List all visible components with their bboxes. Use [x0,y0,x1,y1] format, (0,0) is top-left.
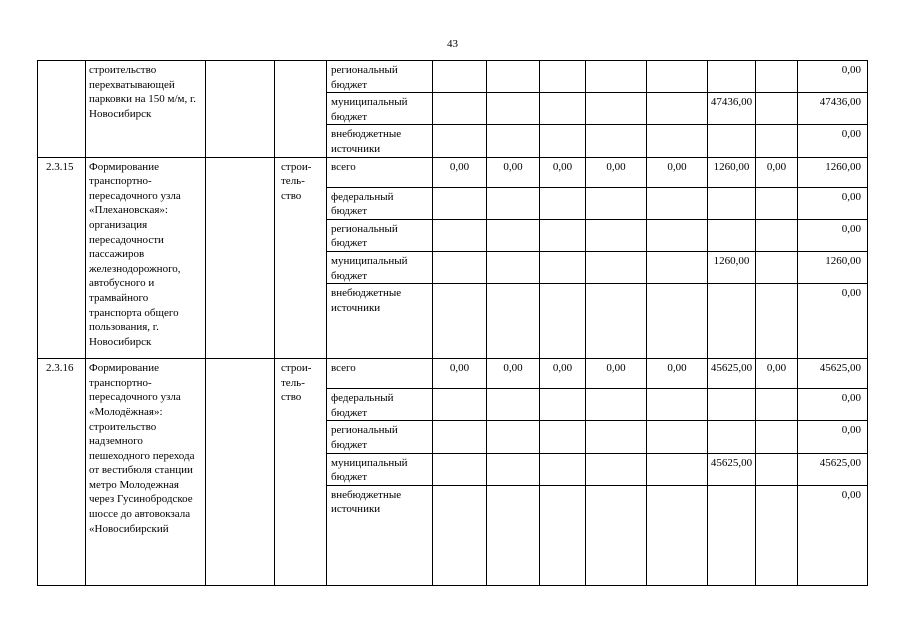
value-cell-v3 [540,251,586,283]
value-cell-v1 [433,93,487,125]
value-cell-v4 [586,485,647,585]
value-cell-v6: 1260,00 [708,157,756,187]
value-cell-v5 [647,284,708,359]
item-name: строительство перехватывающей парковки на 150 м/м, г. Новосибирск [86,61,206,158]
value-cell-v1 [433,389,487,421]
value-cell-v6: 45625,00 [708,359,756,389]
value-cell-v3 [540,421,586,453]
value-cell-v1 [433,453,487,485]
item-code: 2.3.15 [38,157,86,359]
value-cell-v5 [647,453,708,485]
page-number: 43 [447,38,458,50]
value-cell-v6 [708,187,756,219]
total-cell: 0,00 [798,485,868,585]
value-cell-v6: 47436,00 [708,93,756,125]
value-cell-v2 [487,251,540,283]
value-cell-v6 [708,125,756,157]
value-cell-v7 [756,485,798,585]
value-cell-v7 [756,453,798,485]
value-cell-v3 [540,284,586,359]
item-col3 [206,359,275,586]
value-cell-v5: 0,00 [647,359,708,389]
value-cell-v3 [540,219,586,251]
value-cell-v6 [708,421,756,453]
total-cell: 0,00 [798,421,868,453]
value-cell-v6 [708,485,756,585]
funding-source: внебюджетные источники [327,284,433,359]
value-cell-v5 [647,125,708,157]
value-cell-v3: 0,00 [540,157,586,187]
value-cell-v1: 0,00 [433,157,487,187]
value-cell-v3 [540,125,586,157]
value-cell-v4 [586,187,647,219]
value-cell-v4: 0,00 [586,359,647,389]
total-cell: 0,00 [798,187,868,219]
value-cell-v3 [540,187,586,219]
item-col3 [206,157,275,359]
value-cell-v2: 0,00 [487,157,540,187]
value-cell-v4: 0,00 [586,157,647,187]
value-cell-v7 [756,389,798,421]
value-cell-v4 [586,61,647,93]
value-cell-v7 [756,219,798,251]
total-cell: 1260,00 [798,251,868,283]
value-cell-v3: 0,00 [540,359,586,389]
value-cell-v7: 0,00 [756,359,798,389]
value-cell-v7 [756,93,798,125]
value-cell-v2 [487,219,540,251]
value-cell-v1 [433,421,487,453]
value-cell-v4 [586,284,647,359]
funding-source: региональный бюджет [327,61,433,93]
value-cell-v6: 1260,00 [708,251,756,283]
value-cell-v5 [647,421,708,453]
funding-source: муниципальный бюджет [327,251,433,283]
item-code [38,61,86,158]
value-cell-v7 [756,61,798,93]
value-cell-v6 [708,61,756,93]
funding-source: внебюджетные источники [327,485,433,585]
table-body [38,61,868,586]
item-kind [275,61,327,158]
total-cell: 45625,00 [798,359,868,389]
value-cell-v6 [708,389,756,421]
budget-table [37,60,868,586]
value-cell-v3 [540,61,586,93]
total-cell: 45625,00 [798,453,868,485]
item-code: 2.3.16 [38,359,86,586]
value-cell-v4 [586,251,647,283]
value-cell-v6 [708,219,756,251]
funding-source: муниципальный бюджет [327,453,433,485]
value-cell-v5 [647,187,708,219]
value-cell-v3 [540,93,586,125]
value-cell-v2 [487,125,540,157]
value-cell-v1 [433,284,487,359]
value-cell-v1 [433,187,487,219]
value-cell-v2 [487,187,540,219]
value-cell-v2 [487,284,540,359]
funding-source: всего [327,359,433,389]
funding-source: всего [327,157,433,187]
table-row [38,61,868,93]
funding-source: федеральный бюджет [327,187,433,219]
value-cell-v1 [433,485,487,585]
value-cell-v5: 0,00 [647,157,708,187]
total-cell: 0,00 [798,61,868,93]
funding-source: региональный бюджет [327,219,433,251]
value-cell-v7 [756,421,798,453]
value-cell-v7 [756,125,798,157]
value-cell-v5 [647,251,708,283]
funding-source: федеральный бюджет [327,389,433,421]
value-cell-v5 [647,485,708,585]
value-cell-v1: 0,00 [433,359,487,389]
value-cell-v1 [433,251,487,283]
value-cell-v6: 45625,00 [708,453,756,485]
value-cell-v2 [487,453,540,485]
value-cell-v2 [487,421,540,453]
value-cell-v3 [540,485,586,585]
total-cell: 0,00 [798,284,868,359]
total-cell: 0,00 [798,219,868,251]
value-cell-v4 [586,389,647,421]
value-cell-v7: 0,00 [756,157,798,187]
table-row [38,157,868,187]
value-cell-v7 [756,187,798,219]
item-name: Формирование транспортно-пересадочного узла «Молодёжная»: строительство надземного пешеходного перехода от вестибюля станции метро Молодежная через Гусинобродское шоссе до автовокзала «Новосибирский [86,359,206,586]
value-cell-v5 [647,61,708,93]
value-cell-v3 [540,389,586,421]
item-col3 [206,61,275,158]
table-row [38,359,868,389]
value-cell-v7 [756,284,798,359]
total-cell: 0,00 [798,125,868,157]
value-cell-v4 [586,421,647,453]
item-kind: строи-тель-ство [275,359,327,586]
value-cell-v2 [487,61,540,93]
value-cell-v5 [647,219,708,251]
funding-source: региональный бюджет [327,421,433,453]
value-cell-v2 [487,93,540,125]
total-cell: 47436,00 [798,93,868,125]
total-cell: 1260,00 [798,157,868,187]
value-cell-v4 [586,219,647,251]
funding-source: внебюджетные источники [327,125,433,157]
value-cell-v7 [756,251,798,283]
value-cell-v2: 0,00 [487,359,540,389]
total-cell: 0,00 [798,389,868,421]
value-cell-v2 [487,485,540,585]
value-cell-v4 [586,453,647,485]
value-cell-v4 [586,125,647,157]
value-cell-v4 [586,93,647,125]
value-cell-v1 [433,61,487,93]
value-cell-v5 [647,389,708,421]
item-name: Формирование транспортно-пересадочного узла «Плехановская»: организация пересадочности пассажиров железнодорожного, автобусного и трамвайного транспорта общего пользования, г. Новосибирск [86,157,206,359]
value-cell-v1 [433,125,487,157]
value-cell-v6 [708,284,756,359]
value-cell-v3 [540,453,586,485]
item-kind: строи-тель-ство [275,157,327,359]
value-cell-v5 [647,93,708,125]
value-cell-v1 [433,219,487,251]
value-cell-v2 [487,389,540,421]
funding-source: муниципальный бюджет [327,93,433,125]
